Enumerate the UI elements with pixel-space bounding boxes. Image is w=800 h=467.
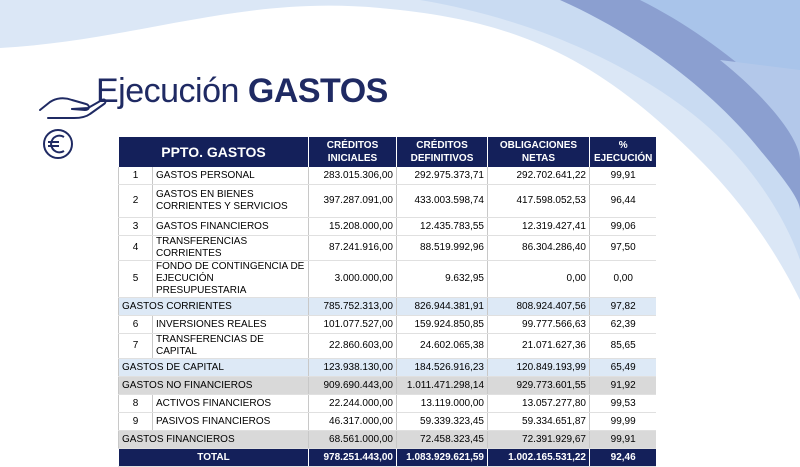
table-row	[119, 298, 657, 316]
row-label: FONDO DE CONTINGENCIA DE EJECUCIÓN PRESUPUESTARIA	[153, 261, 309, 298]
table-row	[119, 167, 657, 185]
cell-obligaciones-netas: 12.319.427,41	[488, 218, 590, 236]
table-row	[119, 334, 657, 359]
row-label: GASTOS CORRIENTES	[119, 298, 309, 316]
page-title	[96, 72, 388, 111]
cell-creditos-iniciales: 15.208.000,00	[309, 218, 397, 236]
cell-obligaciones-netas: 292.702.641,22	[488, 167, 590, 185]
cell-creditos-iniciales: 87.241.916,00	[309, 236, 397, 261]
table-row	[119, 413, 657, 431]
cell-creditos-definitivos: 24.602.065,38	[397, 334, 488, 359]
cell-ejecucion: 91,92	[590, 377, 657, 395]
cell-creditos-definitivos: 12.435.783,55	[397, 218, 488, 236]
cell-creditos-definitivos: 184.526.916,23	[397, 359, 488, 377]
row-label: PASIVOS FINANCIEROS	[153, 413, 309, 431]
cell-ejecucion: 97,82	[590, 298, 657, 316]
cell-creditos-iniciales: 397.287.091,00	[309, 185, 397, 218]
row-number: 5	[119, 261, 153, 298]
row-number: 9	[119, 413, 153, 431]
cell-ejecucion: 97,50	[590, 236, 657, 261]
row-number: 8	[119, 395, 153, 413]
cell-obligaciones-netas: 59.334.651,87	[488, 413, 590, 431]
row-label: ACTIVOS FINANCIEROS	[153, 395, 309, 413]
cell-creditos-iniciales: 785.752.313,00	[309, 298, 397, 316]
table-row	[119, 316, 657, 334]
cell-ejecucion: 65,49	[590, 359, 657, 377]
budget-table	[118, 137, 656, 467]
row-number: 3	[119, 218, 153, 236]
table-row	[119, 236, 657, 261]
row-number: 2	[119, 185, 153, 218]
cell-ejecucion: 0,00	[590, 261, 657, 298]
row-label: GASTOS DE CAPITAL	[119, 359, 309, 377]
cell-obligaciones-netas: 13.057.277,80	[488, 395, 590, 413]
logo	[38, 94, 108, 164]
cell-obligaciones-netas: 21.071.627,36	[488, 334, 590, 359]
cell-obligaciones-netas: 0,00	[488, 261, 590, 298]
cell-obligaciones-netas: 72.391.929,67	[488, 431, 590, 449]
cell-creditos-definitivos: 159.924.850,85	[397, 316, 488, 334]
cell-ejecucion: 92,46	[590, 449, 657, 467]
header-obligaciones-netas: OBLIGACIONES NETAS	[488, 137, 590, 167]
cell-obligaciones-netas: 86.304.286,40	[488, 236, 590, 261]
title-light: Ejecución	[96, 72, 239, 110]
cell-obligaciones-netas: 120.849.193,99	[488, 359, 590, 377]
cell-creditos-iniciales: 978.251.443,00	[309, 449, 397, 467]
table-row	[119, 185, 657, 218]
row-label: GASTOS NO FINANCIEROS	[119, 377, 309, 395]
cell-creditos-definitivos: 9.632,95	[397, 261, 488, 298]
cell-creditos-definitivos: 88.519.992,96	[397, 236, 488, 261]
cell-ejecucion: 85,65	[590, 334, 657, 359]
table-row	[119, 218, 657, 236]
cell-creditos-iniciales: 909.690.443,00	[309, 377, 397, 395]
cell-ejecucion: 99,91	[590, 167, 657, 185]
cell-ejecucion: 96,44	[590, 185, 657, 218]
table-body	[119, 167, 657, 467]
cell-obligaciones-netas: 417.598.052,53	[488, 185, 590, 218]
cell-creditos-definitivos: 433.003.598,74	[397, 185, 488, 218]
cell-obligaciones-netas: 808.924.407,56	[488, 298, 590, 316]
cell-creditos-definitivos: 72.458.323,45	[397, 431, 488, 449]
row-label: GASTOS EN BIENES CORRIENTES Y SERVICIOS	[153, 185, 309, 218]
table-row	[119, 395, 657, 413]
cell-ejecucion: 99,91	[590, 431, 657, 449]
cell-creditos-iniciales: 46.317.000,00	[309, 413, 397, 431]
cell-creditos-iniciales: 123.938.130,00	[309, 359, 397, 377]
header-ppto-gastos: PPTO. GASTOS	[119, 137, 309, 167]
row-label: TOTAL	[119, 449, 309, 467]
cell-creditos-definitivos: 13.119.000,00	[397, 395, 488, 413]
table-row	[119, 449, 657, 467]
cell-ejecucion: 99,06	[590, 218, 657, 236]
cell-creditos-definitivos: 1.083.929.621,59	[397, 449, 488, 467]
row-number: 7	[119, 334, 153, 359]
cell-creditos-iniciales: 101.077.527,00	[309, 316, 397, 334]
cell-creditos-iniciales: 283.015.306,00	[309, 167, 397, 185]
cell-creditos-definitivos: 59.339.323,45	[397, 413, 488, 431]
row-number: 1	[119, 167, 153, 185]
hand-icon	[40, 98, 105, 118]
row-label: GASTOS FINANCIEROS	[153, 218, 309, 236]
table-row	[119, 431, 657, 449]
row-label: TRANSFERENCIAS CORRIENTES	[153, 236, 309, 261]
cell-creditos-definitivos: 1.011.471.298,14	[397, 377, 488, 395]
cell-obligaciones-netas: 929.773.601,55	[488, 377, 590, 395]
cell-ejecucion: 99,53	[590, 395, 657, 413]
cell-ejecucion: 62,39	[590, 316, 657, 334]
header-ejecucion: % EJECUCIÓN	[590, 137, 657, 167]
cell-creditos-iniciales: 68.561.000,00	[309, 431, 397, 449]
euro-coin-icon	[44, 130, 72, 158]
table-row	[119, 261, 657, 298]
cell-obligaciones-netas: 1.002.165.531,22	[488, 449, 590, 467]
cell-creditos-iniciales: 22.860.603,00	[309, 334, 397, 359]
title-bold: GASTOS	[247, 72, 388, 110]
table-row	[119, 377, 657, 395]
cell-creditos-iniciales: 3.000.000,00	[309, 261, 397, 298]
header-creditos-iniciales: CRÉDITOS INICIALES	[309, 137, 397, 167]
row-label: TRANSFERENCIAS DE CAPITAL	[153, 334, 309, 359]
header-creditos-definitivos: CRÉDITOS DEFINITIVOS	[397, 137, 488, 167]
row-number: 6	[119, 316, 153, 334]
cell-ejecucion: 99,99	[590, 413, 657, 431]
cell-creditos-iniciales: 22.244.000,00	[309, 395, 397, 413]
cell-creditos-definitivos: 826.944.381,91	[397, 298, 488, 316]
table-row	[119, 359, 657, 377]
cell-creditos-definitivos: 292.975.373,71	[397, 167, 488, 185]
row-number: 4	[119, 236, 153, 261]
row-label: INVERSIONES REALES	[153, 316, 309, 334]
cell-obligaciones-netas: 99.777.566,63	[488, 316, 590, 334]
row-label: GASTOS PERSONAL	[153, 167, 309, 185]
row-label: GASTOS FINANCIEROS	[119, 431, 309, 449]
